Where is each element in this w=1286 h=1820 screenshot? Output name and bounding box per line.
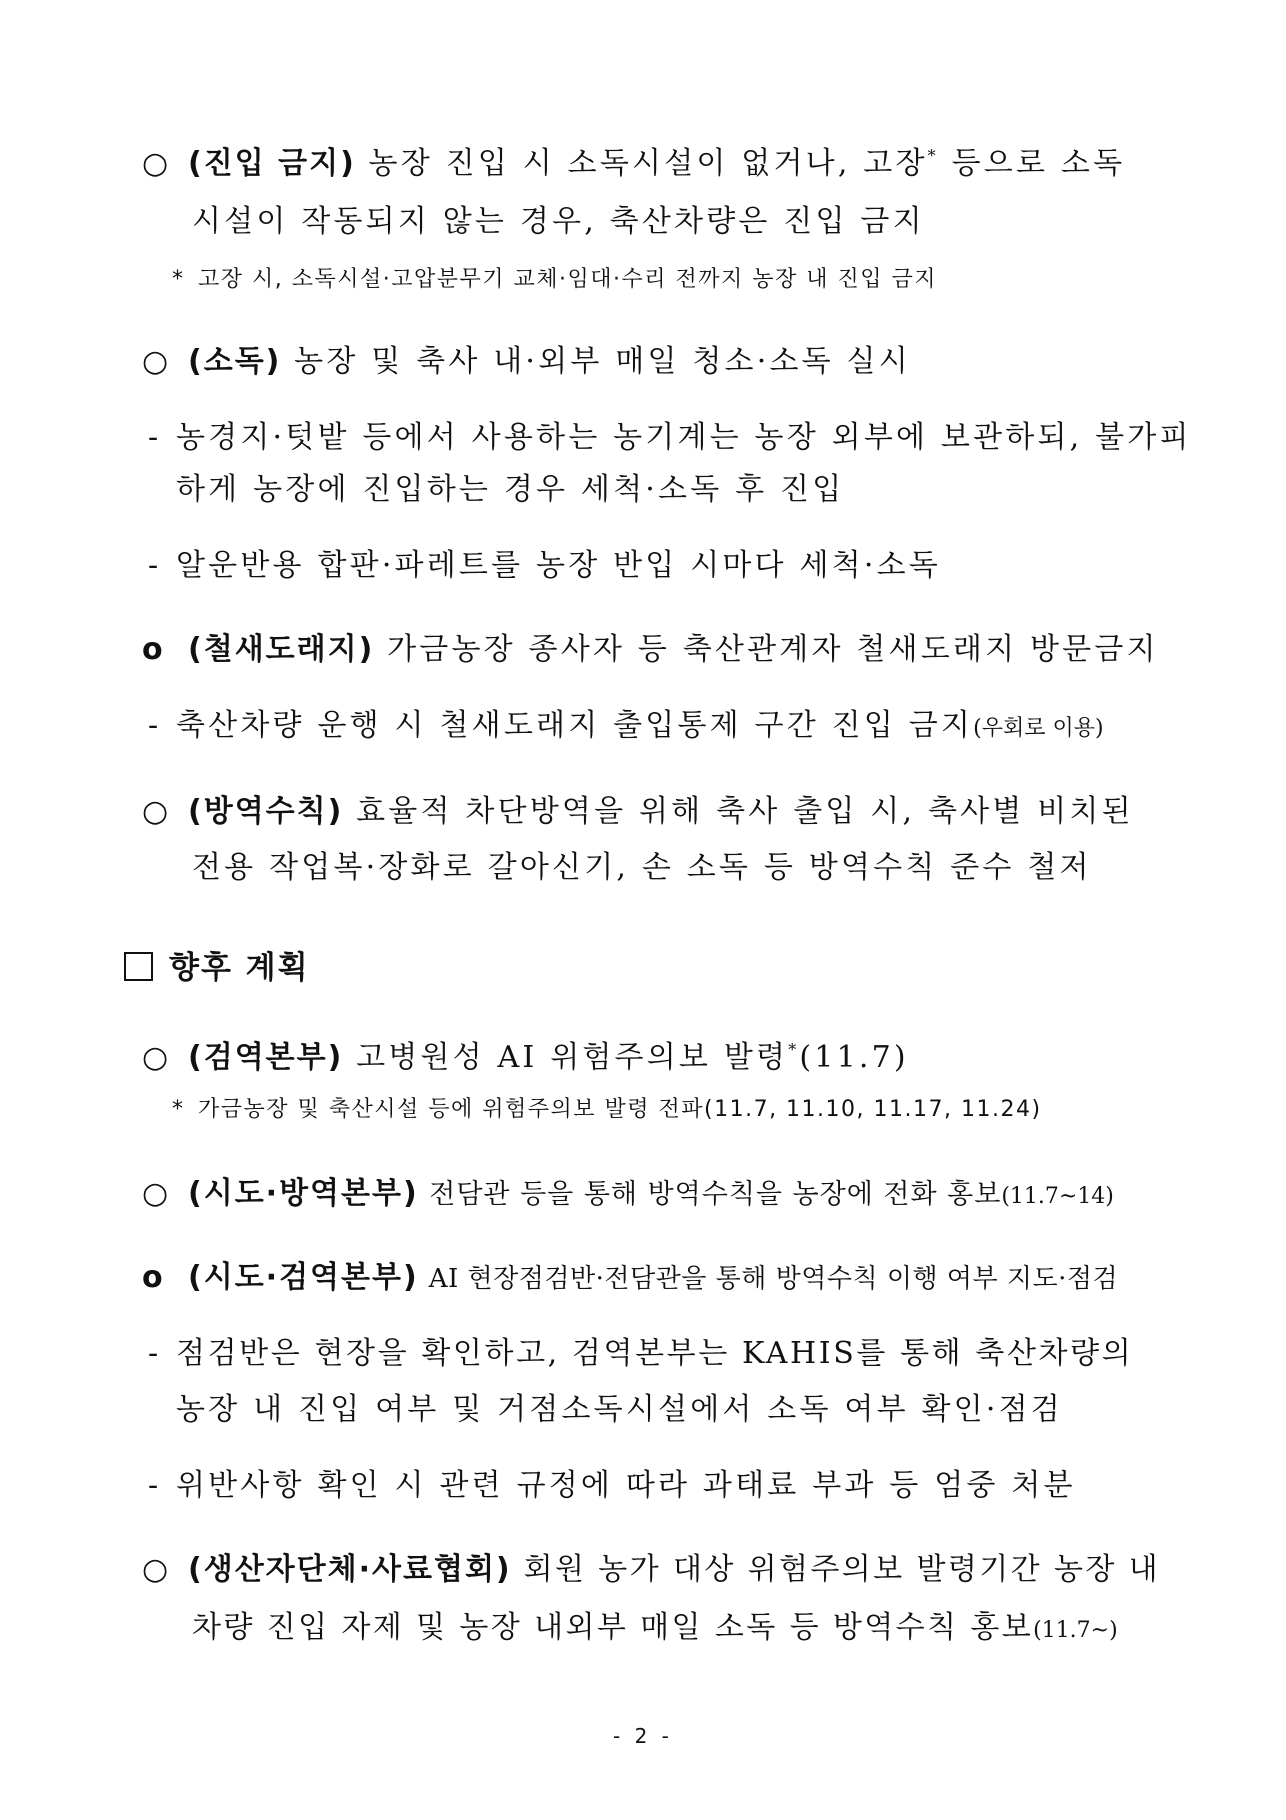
dot-bullet: o <box>142 632 166 667</box>
entry-ban-text-end: 등으로 소독 <box>938 146 1126 181</box>
page-number: - 2 - <box>613 1724 673 1748</box>
rules-text: 효율적 차단방역을 위해 축사 출입 시, 축사별 비치된 <box>356 794 1134 829</box>
producers-text-line2 <box>192 1602 1118 1646</box>
dot-bullet: o <box>142 1260 164 1295</box>
checkbox-square-icon <box>124 952 153 981</box>
migratory-text: 가금농장 종사자 등 축산관계자 철새도래지 방문금지 <box>387 632 1159 667</box>
detour-note: (우회로 이용) <box>973 716 1104 741</box>
disinfect-sub1-line2: 하게 농장에 진입하는 경우 세척·소독 후 진입 <box>176 472 845 507</box>
province-inspect-label: (시도·검역본부) <box>188 1260 419 1295</box>
rules-text-line2: 전용 작업복·장화로 갈아신기, 손 소독 등 방역수칙 준수 철저 <box>192 850 1092 885</box>
disinfect-label: (소독) <box>188 344 282 379</box>
quarantine-date: (11.7) <box>799 1040 909 1075</box>
disinfect-subitem-2 <box>148 540 941 584</box>
province-inspect-item <box>142 1252 1118 1296</box>
province-inspect-text: AI 현장점검반·전담관을 통해 방역수칙 이행 여부 지도·점검 <box>428 1264 1119 1294</box>
disinfect-sub1-text: 농경지·텃밭 등에서 사용하는 농기계는 농장 외부에 보관하되, 불가피 <box>176 420 1192 455</box>
circle-bullet: ○ <box>142 146 172 181</box>
circle-bullet: ○ <box>142 344 172 379</box>
quarantine-text: 고병원성 AI 위험주의보 발령 <box>356 1040 789 1075</box>
star-bullet: * <box>172 1097 185 1122</box>
producers-date: (11.7~) <box>1033 1618 1118 1643</box>
quarantine-note <box>172 1092 1042 1123</box>
migratory-subitem-1 <box>148 700 1104 744</box>
province-control-label: (시도·방역본부) <box>188 1176 419 1211</box>
producers-label: (생산자단체·사료협회) <box>188 1552 512 1587</box>
rules-item <box>142 786 1134 830</box>
section-title: 향후 계획 <box>169 950 310 986</box>
migratory-item <box>142 624 1159 668</box>
rules-label: (방역수칙) <box>188 794 344 829</box>
quarantine-label: (검역본부) <box>188 1040 344 1075</box>
province-inspect-subitem-2 <box>148 1460 1076 1504</box>
province-inspect-sub1-text: 점검반은 현장을 확인하고, 검역본부는 KAHIS를 통해 축산차량의 <box>176 1336 1134 1371</box>
entry-ban-text-line2: 시설이 작동되지 않는 경우, 축산차량은 진입 금지 <box>192 204 925 239</box>
disinfect-sub2-text: 알운반용 합판·파레트를 농장 반입 시마다 세척·소독 <box>176 548 941 583</box>
province-inspect-sub1-line2: 농장 내 진입 여부 및 거점소독시설에서 소독 여부 확인·점검 <box>176 1392 1063 1427</box>
producers-item <box>142 1544 1160 1588</box>
disinfect-text: 농장 및 축사 내·외부 매일 청소·소독 실시 <box>294 344 911 379</box>
footnote-star: * <box>788 1040 800 1059</box>
entry-ban-item <box>142 138 1125 182</box>
disinfect-subitem-1 <box>148 412 1192 456</box>
entry-ban-text: 농장 진입 시 소독시설이 없거나, 고장 <box>368 146 928 181</box>
quarantine-item <box>142 1032 909 1076</box>
entry-ban-note <box>172 262 937 293</box>
province-control-text: 전담관 등을 통해 방역수칙을 농장에 전화 홍보 <box>429 1179 1002 1210</box>
province-control-item <box>142 1168 1114 1212</box>
producers-text: 회원 농가 대상 위험주의보 발령기간 농장 내 <box>523 1552 1161 1587</box>
dash-bullet: - <box>148 708 162 743</box>
circle-bullet: ○ <box>142 794 172 829</box>
dash-bullet: - <box>148 1468 162 1503</box>
dash-bullet: - <box>148 420 162 455</box>
dash-bullet: - <box>148 548 162 583</box>
dash-bullet: - <box>148 1336 161 1371</box>
province-inspect-subitem-1 <box>148 1328 1133 1372</box>
producers-text-line2-body: 차량 진입 자제 및 농장 내외부 매일 소독 등 방역수칙 홍보 <box>192 1610 1034 1645</box>
circle-bullet: ○ <box>142 1176 170 1211</box>
circle-bullet: ○ <box>142 1040 172 1075</box>
entry-ban-note-text: 고장 시, 소독시설·고압분무기 교체·임대·수리 전까지 농장 내 진입 금지 <box>198 267 937 292</box>
province-control-date: (11.7~14) <box>1001 1184 1114 1209</box>
province-inspect-sub2-text: 위반사항 확인 시 관련 규정에 따라 과태료 부과 등 엄중 처분 <box>176 1468 1076 1503</box>
disinfect-item <box>142 336 911 380</box>
footnote-star: * <box>927 146 939 165</box>
section-heading <box>124 942 310 987</box>
migratory-label: (철새도래지) <box>188 632 375 667</box>
entry-ban-label: (진입 금지) <box>188 146 356 181</box>
quarantine-note-text: 가금농장 및 축산시설 등에 위험주의보 발령 전파(11.7, 11.10, 11.17, 11.24) <box>198 1097 1042 1122</box>
migratory-sub1-text: 축산차량 운행 시 철새도래지 출입통제 구간 진입 금지 <box>176 708 974 743</box>
star-bullet: * <box>172 267 185 292</box>
circle-bullet: ○ <box>142 1552 171 1587</box>
